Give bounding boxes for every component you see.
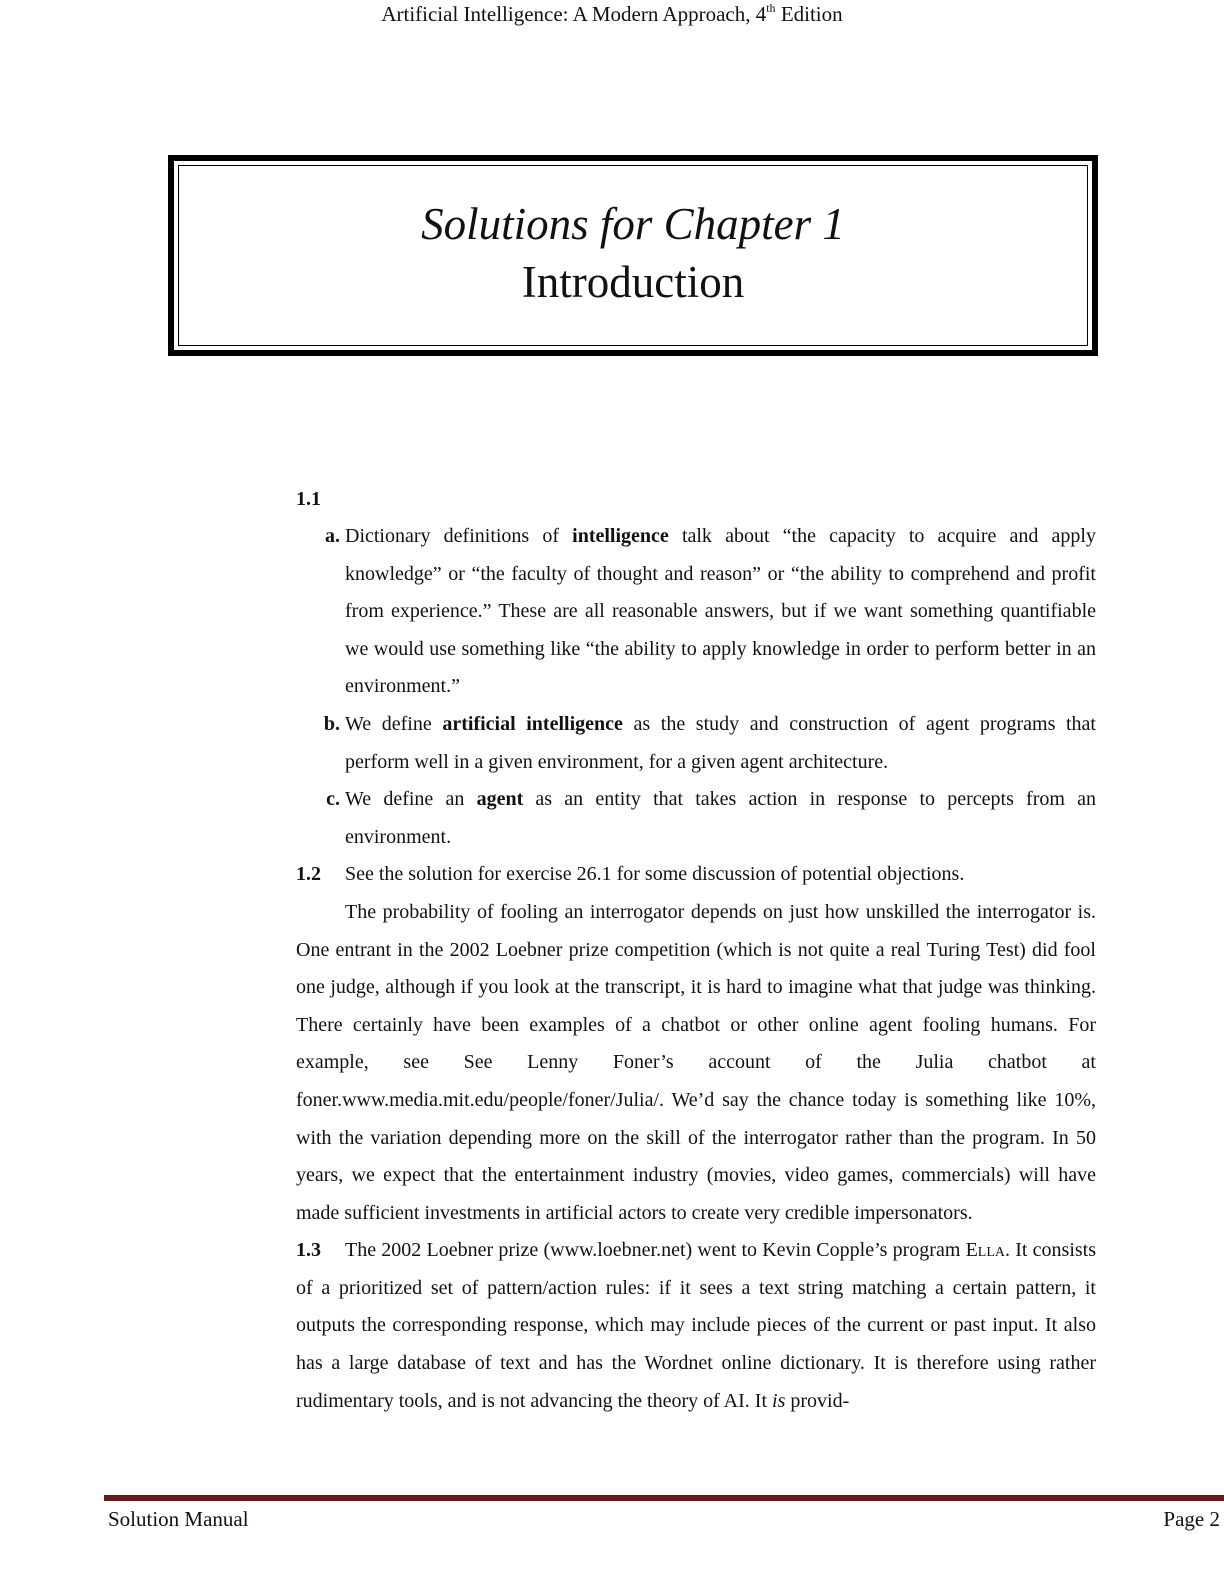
chapter-title-box-inner bbox=[178, 165, 1088, 346]
exercise-1-3-text-post: provid- bbox=[785, 1389, 850, 1412]
exercise-1-3-number: 1.3 bbox=[296, 1239, 321, 1262]
exercise-1-1-number: 1.1 bbox=[296, 488, 321, 510]
exercise-1-3 bbox=[296, 1232, 1096, 1420]
exercise-1-2-paragraph: The probability of fooling an interrogator depends on just how unskilled the interrogator is. One entrant in the 2002 Loebner prize competition (which is not quite a real Turing Test) did fool one judge, although if you look at the transcript, it is hard to imagine what that judge was thinking. There certainly have been examples of a chatbot or other online agent fooling humans. For example, see See Lenny Foner’s account of the Julia chatbot at foner.www.media.mit.edu/people/foner/Julia/. We’d say the chance today is something like 10%, with the variation depending more on the skill of the interrogator rather than the program. In 50 years, we expect that the entertainment industry (movies, video games, commercials) will have made sufficient investments in artificial actors to create very credible impersonators. bbox=[296, 900, 1096, 1224]
book-title-suffix: Edition bbox=[775, 2, 843, 26]
book-title: Artificial Intelligence: A Modern Approach, 4 bbox=[381, 2, 767, 26]
exercise-1-2 bbox=[296, 856, 1096, 894]
footer-label: Solution Manual bbox=[108, 1507, 249, 1531]
exercise-1-2-first-line: See the solution for exercise 26.1 for some discussion of potential objections. bbox=[345, 863, 965, 886]
footer-rule bbox=[104, 1495, 1224, 1501]
term-agent: agent bbox=[476, 788, 524, 811]
exercise-1-2-number: 1.2 bbox=[296, 863, 321, 886]
exercise-1-1-item-a bbox=[296, 518, 1096, 706]
item-marker-b: b. bbox=[323, 712, 340, 735]
item-b-text-pre: We define bbox=[345, 712, 443, 735]
chapter-subtitle: Introduction bbox=[521, 257, 745, 307]
emphasis-is: is bbox=[772, 1389, 786, 1412]
chapter-title: Solutions for Chapter 1 bbox=[421, 199, 845, 249]
program-name-ella: Ella bbox=[965, 1239, 1006, 1262]
exercise-1-1-item-c bbox=[296, 781, 1096, 856]
running-header bbox=[0, 0, 1224, 30]
term-intelligence: intelligence bbox=[572, 525, 669, 547]
chapter-title-box bbox=[168, 155, 1098, 356]
page-number: Page 2 bbox=[1163, 1507, 1220, 1531]
edition-superscript: th bbox=[766, 1, 776, 15]
exercise-1-3-text-pre: The 2002 Loebner prize (www.loebner.net) went to Kevin Copple’s program bbox=[345, 1239, 966, 1262]
item-marker-a: a. bbox=[325, 525, 340, 547]
item-a-text-post: talk about “the capacity to acquire and apply knowledge” or “the faculty of thought and reason” or “the ability to comprehend and profit from experience.” These are all reasonable answers, but if we want something quantifiable we would use something like “the ability to apply knowledge in order to perform better in an environment.” bbox=[345, 525, 1096, 698]
item-c-text-pre: We define an bbox=[345, 788, 477, 811]
item-a-text-pre: Dictionary definitions of bbox=[345, 525, 573, 547]
exercise-1-1-item-b bbox=[296, 706, 1096, 781]
term-artificial-intelligence: artificial intelligence bbox=[442, 712, 623, 735]
item-b-text-post: as the study and construction of agent programs that perform well in a given environment, for a given agent architecture. bbox=[345, 712, 1096, 773]
page-content bbox=[296, 480, 1096, 1420]
exercise-1-3-text-mid: . It consists of a prioritized set of pattern/action rules: if it sees a text string matching a certain pattern, it outputs the corresponding response, which may include pieces of the current or past input. It also has a large database of text and has the Wordnet online dictionary. It is therefore using rather rudimentary tools, and is not advancing the theory of AI. It bbox=[296, 1239, 1096, 1412]
item-marker-c: c. bbox=[326, 788, 340, 811]
item-c-text-post: as an entity that takes action in response to percepts from an environment. bbox=[345, 788, 1096, 848]
